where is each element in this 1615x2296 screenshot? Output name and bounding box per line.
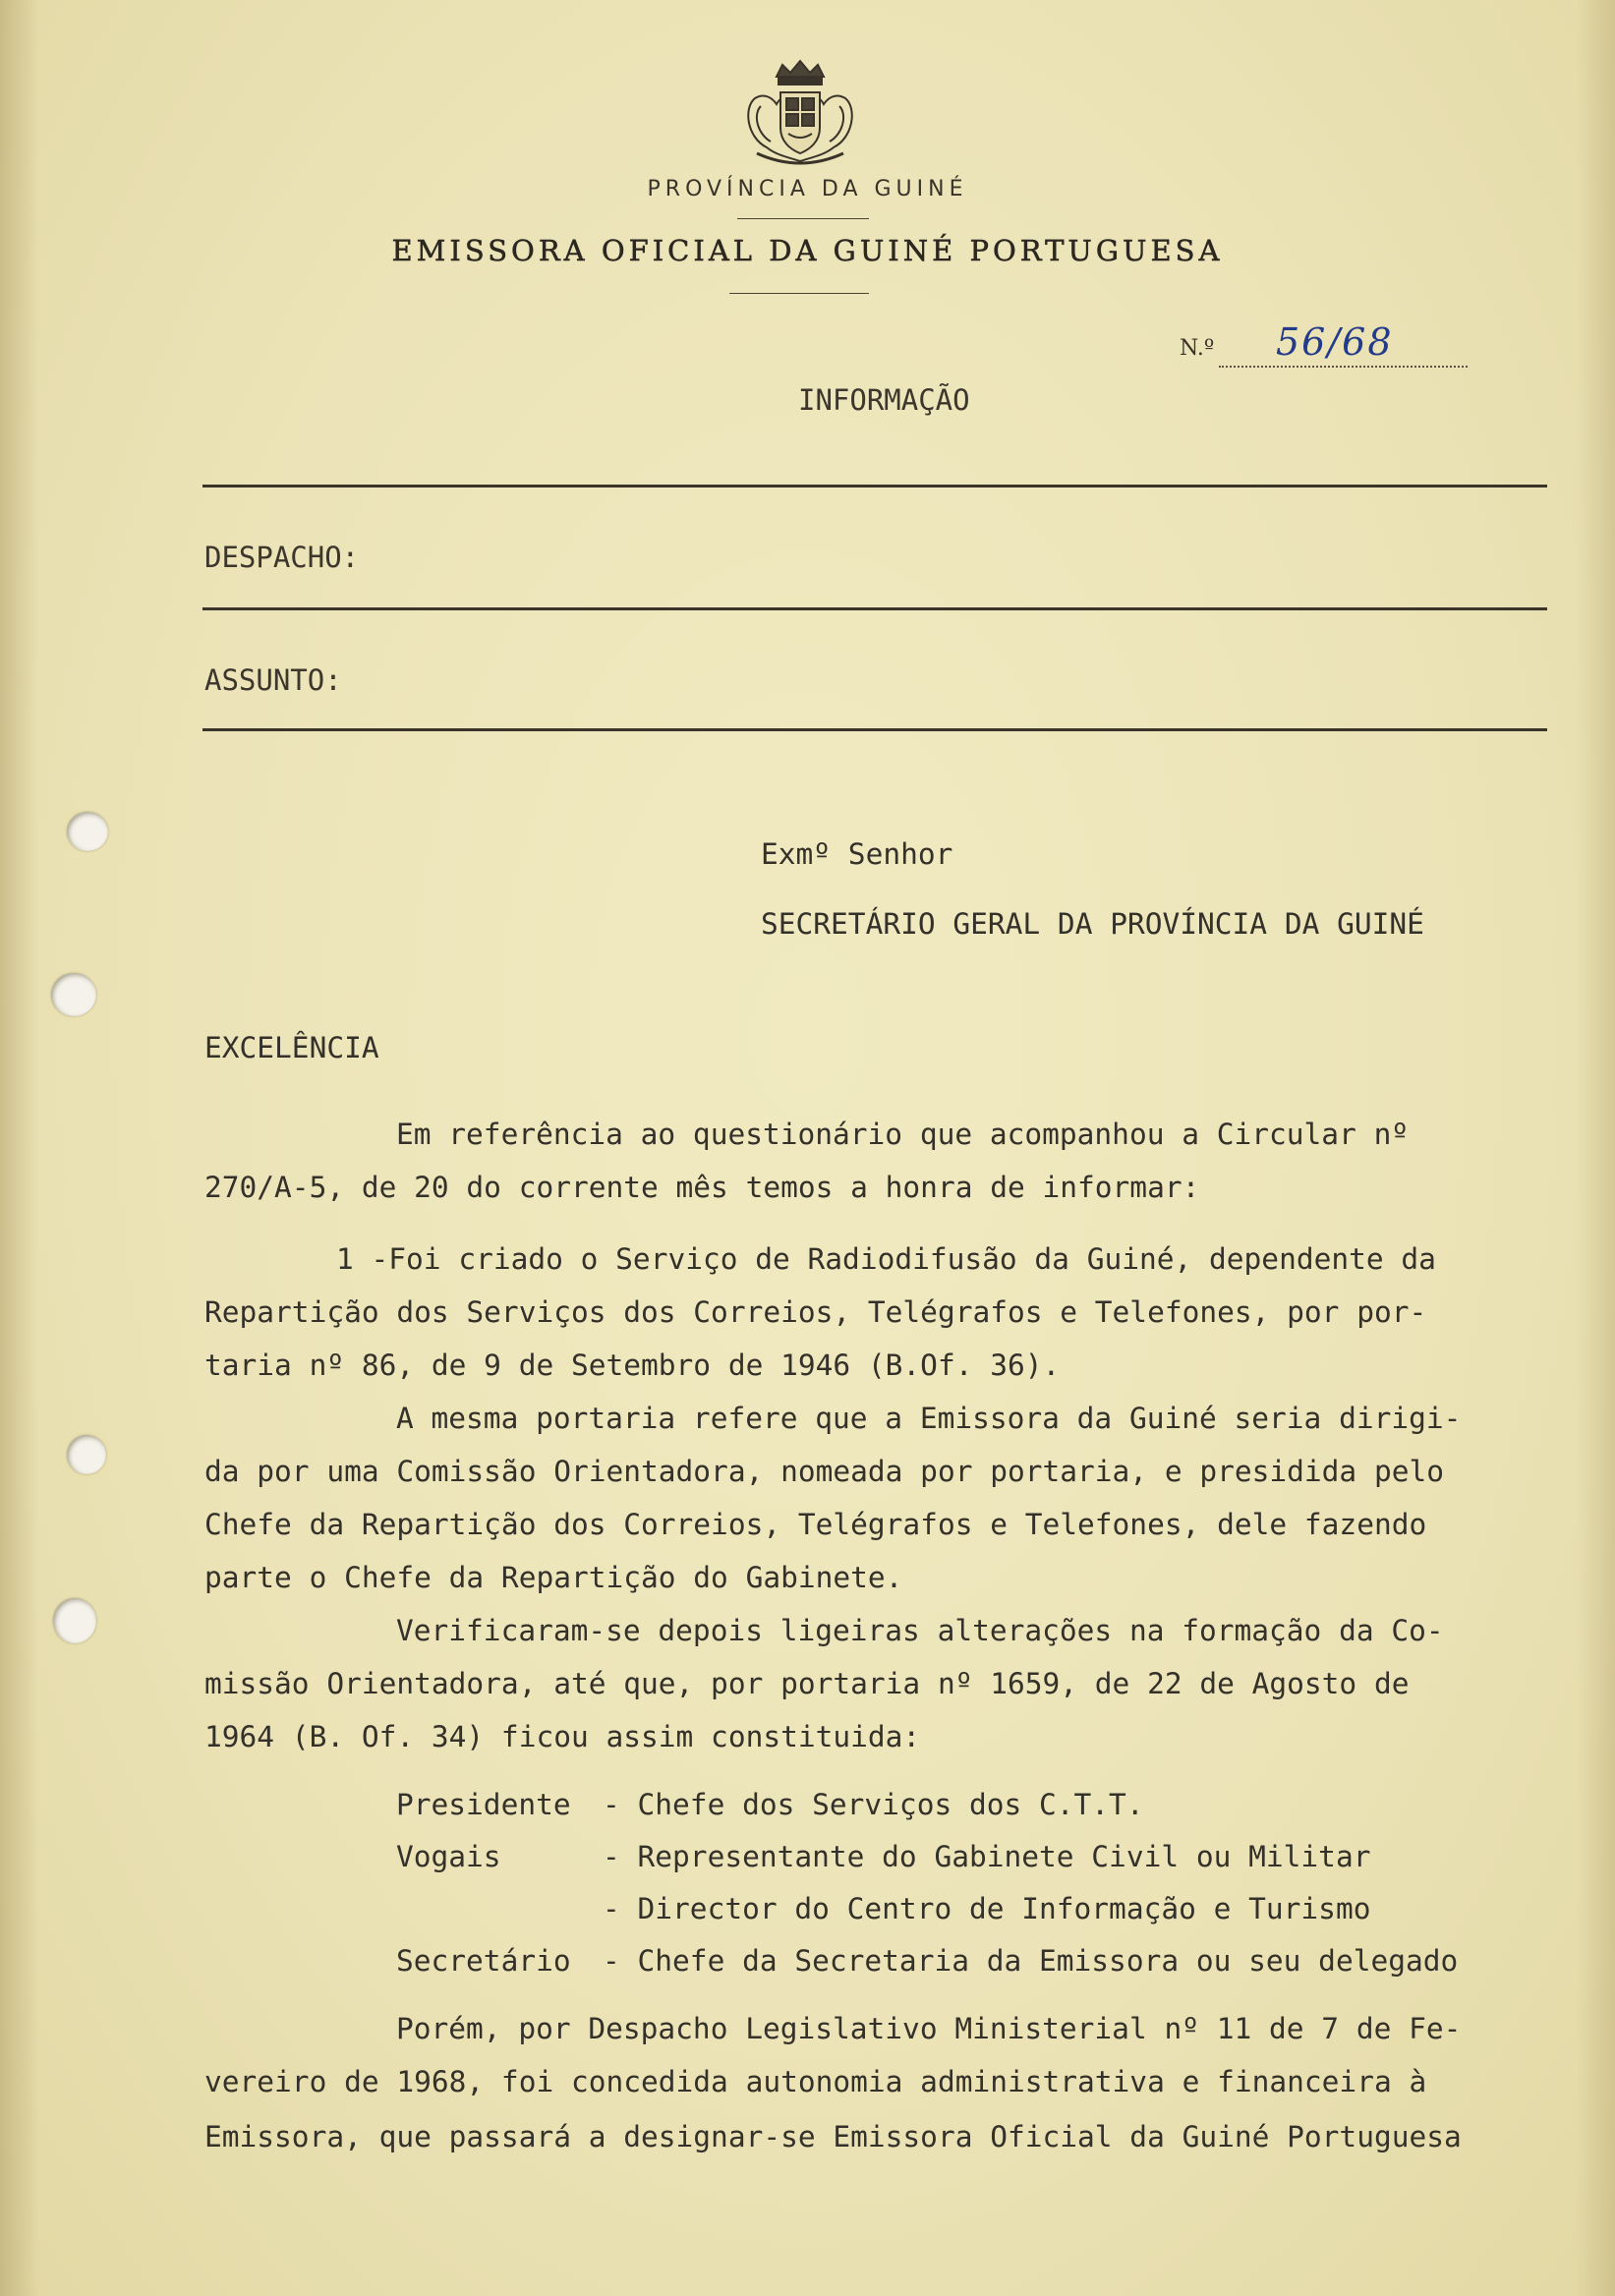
coat-of-arms-icon — [737, 59, 863, 175]
paper-edge-left — [0, 0, 39, 2296]
paragraph-line: Verificaram-se depois ligeiras alterações na formação da Co- — [396, 1614, 1444, 1647]
composition-role: Secretário — [396, 1944, 571, 1978]
document-type-title: INFORMAÇÃO — [798, 383, 970, 417]
header-divider-top — [737, 218, 869, 219]
paragraph-line: Emissora, que passará a designar-se Emissora Oficial da Guiné Portuguesa — [204, 2120, 1462, 2153]
despacho-label: DESPACHO: — [204, 541, 360, 574]
composition-member: - Chefe dos Serviços dos C.T.T. — [603, 1788, 1144, 1821]
composition-member: - Representante do Gabinete Civil ou Militar — [603, 1840, 1371, 1873]
paragraph-line: parte o Chefe da Repartição do Gabinete. — [204, 1561, 903, 1594]
document-number-label: N.º — [1180, 336, 1215, 361]
document-number-handwritten: 56/68 — [1276, 320, 1394, 364]
paragraph-line: da por uma Comissão Orientadora, nomeada por portaria, e presidida pelo — [204, 1455, 1444, 1488]
province-heading: PROVÍNCIA DA GUINÉ — [647, 177, 968, 201]
punch-hole — [67, 812, 108, 851]
greeting: EXCELÊNCIA — [204, 1031, 379, 1064]
paragraph-line: 1 -Foi criado o Serviço de Radiodifusão da Guiné, dependente da — [336, 1242, 1436, 1276]
paper-edge-right — [1576, 0, 1615, 2296]
punch-hole — [53, 1598, 96, 1643]
composition-member: - Director do Centro de Informação e Turismo — [603, 1892, 1371, 1925]
assunto-label: ASSUNTO: — [204, 663, 342, 697]
paragraph-line: Porém, por Despacho Legislativo Ministerial nº 11 de 7 de Fe- — [396, 2012, 1462, 2045]
paragraph-line: missão Orientadora, até que, por portaria nº 1659, de 22 de Agosto de — [204, 1667, 1410, 1700]
document-number — [1180, 320, 1474, 375]
paragraph-line: Em referência ao questionário que acompanhou a Circular nº — [396, 1118, 1410, 1151]
paragraph-line: Repartição dos Serviços dos Correios, Telégrafos e Telefones, por por- — [204, 1295, 1427, 1329]
composition-member: - Chefe da Secretaria da Emissora ou seu delegado — [603, 1944, 1459, 1978]
recipient: SECRETÁRIO GERAL DA PROVÍNCIA DA GUINÉ — [761, 907, 1424, 941]
emissora-heading: EMISSORA OFICIAL DA GUINÉ PORTUGUESA — [391, 234, 1224, 267]
composition-role: Vogais — [396, 1840, 501, 1873]
form-rule-1 — [202, 485, 1547, 488]
paragraph-line: vereiro de 1968, foi concedida autonomia administrativa e financeira à — [204, 2065, 1427, 2098]
composition-role: Presidente — [396, 1788, 571, 1821]
punch-hole — [67, 1435, 106, 1474]
paragraph-line: Chefe da Repartição dos Correios, Telégrafos e Telefones, dele fazendo — [204, 1508, 1427, 1541]
form-rule-3 — [202, 728, 1547, 731]
paragraph-line: 1964 (B. Of. 34) ficou assim constituida: — [204, 1720, 921, 1753]
header-divider-bottom — [729, 293, 869, 294]
punch-hole — [51, 973, 96, 1016]
paragraph-line: A mesma portaria refere que a Emissora da Guiné seria dirigi- — [396, 1402, 1462, 1435]
paragraph-line: 270/A-5, de 20 do corrente mês temos a honra de informar: — [204, 1171, 1200, 1204]
form-rule-2 — [202, 607, 1547, 610]
paragraph-line: taria nº 86, de 9 de Setembro de 1946 (B.Of. 36). — [204, 1349, 1061, 1382]
salutation: Exmº Senhor — [761, 837, 953, 871]
document-number-line — [1219, 366, 1468, 368]
